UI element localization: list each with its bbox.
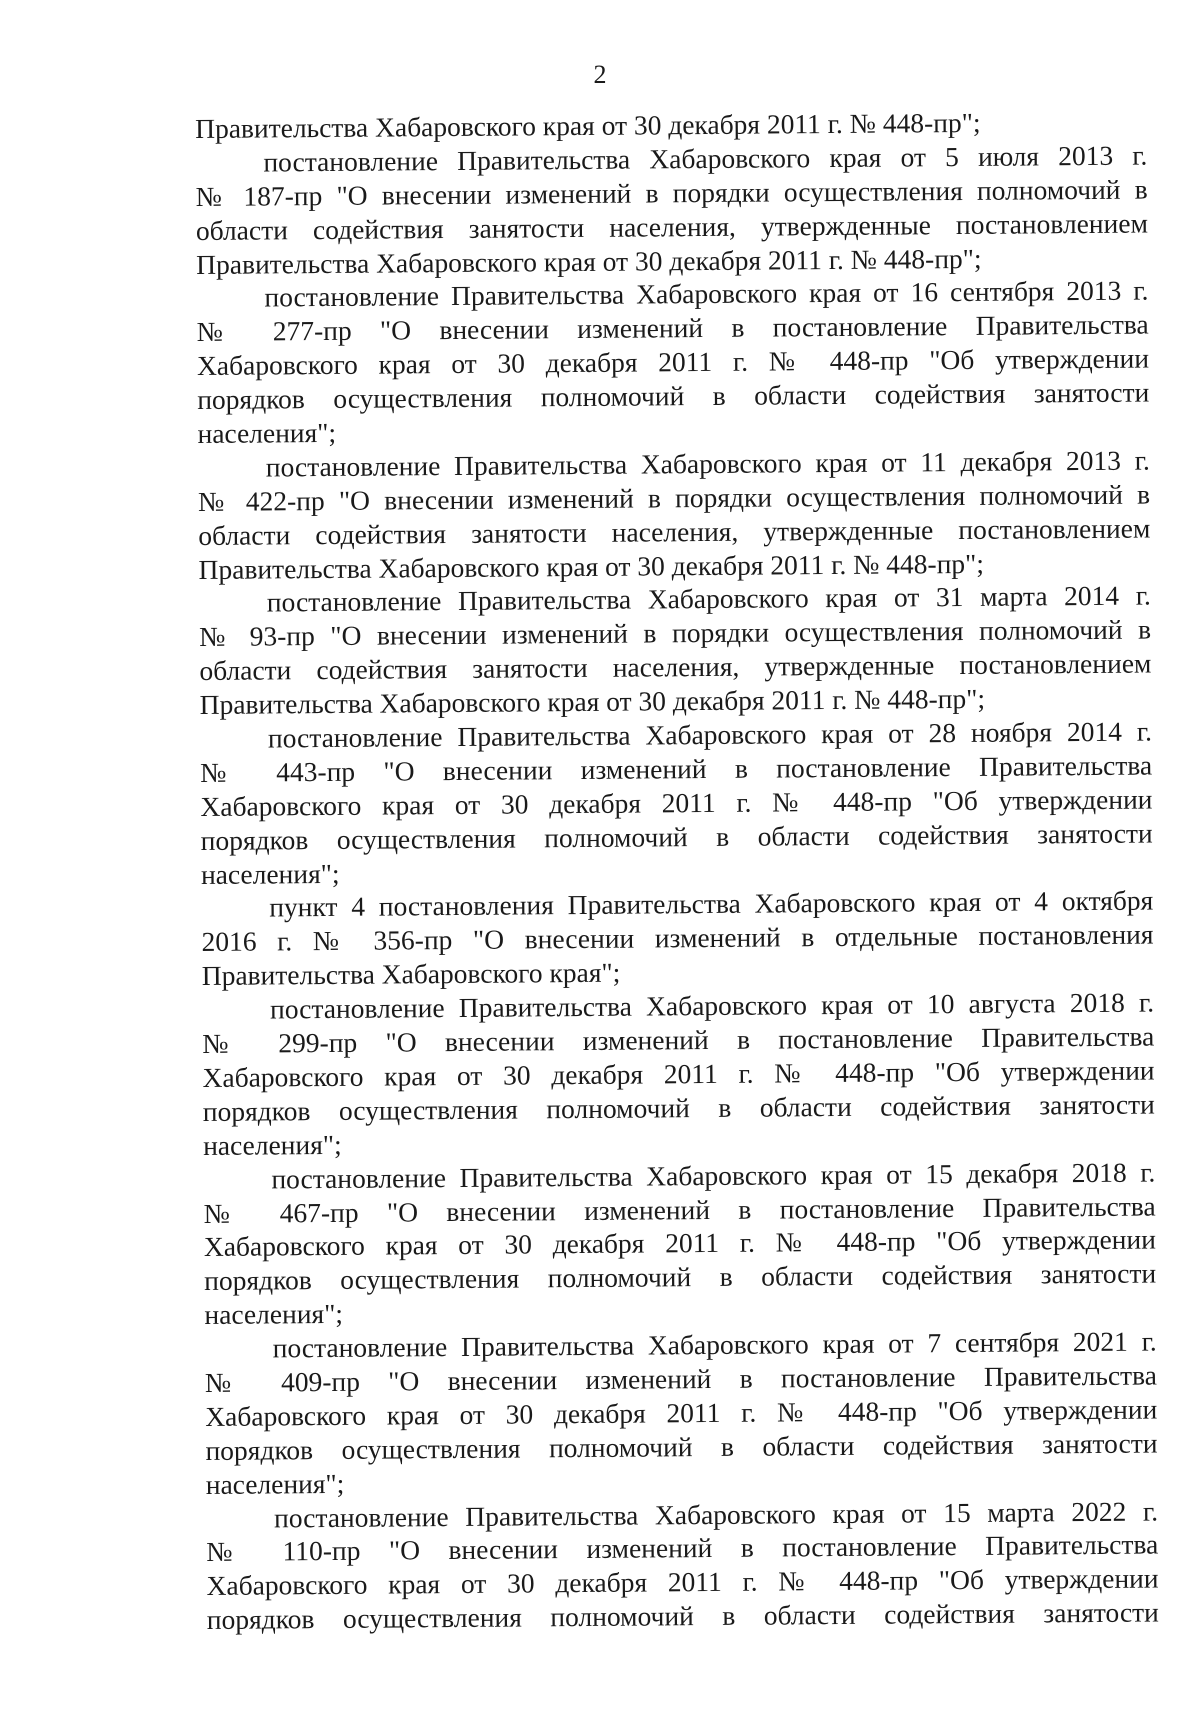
text-line: № 110-пр "О внесении изменений в постановление Правительства xyxy=(206,1528,1159,1568)
text-line: постановление Правительства Хабаровского края от 16 сентября 2013 г. xyxy=(264,274,1149,313)
text-line: порядков осуществления полномочий в области содействия занятости xyxy=(200,817,1153,856)
text-line: № 467-пр "О внесении изменений в постановление Правительства xyxy=(203,1189,1156,1229)
text-line: пункт 4 постановления Правительства Хабаровского края от 4 октября xyxy=(269,884,1154,923)
text-line: порядков осуществления полномочий в области содействия занятости xyxy=(205,1427,1158,1466)
text-line: № 93-пр "О внесении изменений в порядки осуществления полномочий в xyxy=(199,613,1152,653)
text-line: постановление Правительства Хабаровского края от 31 марта 2014 г. xyxy=(266,579,1151,618)
text-line: постановление Правительства Хабаровского края от 10 августа 2018 г. xyxy=(269,986,1155,1025)
text-line: населения"; xyxy=(205,1467,345,1500)
text-line: Хабаровского края от 30 декабря 2011 г. № 448-пр "Об утверждении xyxy=(205,1393,1158,1432)
text-line: порядков осуществления полномочий в области содействия занятости xyxy=(204,1257,1157,1297)
text-line: постановление Правительства Хабаровского края от 15 марта 2022 г. xyxy=(273,1494,1159,1533)
text-line: Хабаровского края от 30 декабря 2011 г. № 448-пр "Об утверждении xyxy=(206,1562,1159,1602)
text-line: Правительства Хабаровского края"; xyxy=(201,956,621,992)
text-line: порядков осуществления полномочий в области содействия занятости xyxy=(206,1596,1159,1636)
text-line: постановление Правительства Хабаровского края от 5 июля 2013 г. xyxy=(263,139,1148,178)
text-line: № 277-пр "О внесении изменений в постановление Правительства xyxy=(196,308,1149,348)
text-line: области содействия занятости населения, утвержденные постановлением xyxy=(198,512,1151,551)
text-line: Хабаровского края от 30 декабря 2011 г. № 448-пр "Об утверждении xyxy=(203,1223,1157,1263)
text-line: области содействия занятости населения, утвержденные постановлением xyxy=(199,647,1152,687)
text-line: Правительства Хабаровского края от 30 декабря 2011 г. № 448-пр"; xyxy=(198,547,985,585)
text-line: постановление Правительства Хабаровского края от 28 ноября 2014 г. xyxy=(267,715,1153,754)
page-number: 2 xyxy=(593,60,607,89)
text-line: постановление Правительства Хабаровского края от 11 декабря 2013 г. xyxy=(265,444,1150,483)
text-line: Хабаровского края от 30 декабря 2011 г. № 448-пр "Об утверждении xyxy=(200,783,1153,822)
text-line: № 299-пр "О внесении изменений в постановление Правительства xyxy=(202,1020,1155,1060)
text-line: № 409-пр "О внесении изменений в постановление Правительства xyxy=(204,1359,1158,1398)
text-line: постановление Правительства Хабаровского края от 15 декабря 2018 г. xyxy=(271,1156,1156,1195)
text-line: населения"; xyxy=(200,857,340,890)
text-line: населения"; xyxy=(197,416,337,450)
text-line: Правительства Хабаровского края от 30 декабря 2011 г. № 448-пр"; xyxy=(196,242,982,280)
text-line: Хабаровского края от 30 декабря 2011 г. № 448-пр "Об утверждении xyxy=(196,342,1150,382)
text-line: № 443-пр "О внесении изменений в постановление Правительства xyxy=(200,749,1153,788)
text-line: № 187-пр "О внесении изменений в порядки осуществления полномочий в xyxy=(195,173,1148,212)
text-line: постановление Правительства Хабаровского края от 7 сентября 2021 г. xyxy=(272,1325,1157,1364)
text-line: Правительства Хабаровского края от 30 декабря 2011 г. № 448-пр"; xyxy=(199,682,986,721)
text-line: 2016 г. № 356-пр "О внесении изменений в отдельные постановления xyxy=(201,918,1154,958)
text-line: № 422-пр "О внесении изменений в порядки осуществления полномочий в xyxy=(197,478,1151,517)
document-body xyxy=(195,105,1159,1638)
text-line: населения"; xyxy=(204,1298,344,1331)
text-line: населения"; xyxy=(202,1128,342,1161)
text-line: Хабаровского края от 30 декабря 2011 г. № 448-пр "Об утверждении xyxy=(202,1054,1155,1093)
text-line: области содействия занятости населения, утвержденные постановлением xyxy=(195,207,1149,246)
text-line: порядков осуществления полномочий в области содействия занятости xyxy=(197,376,1150,416)
text-line: порядков осуществления полномочий в области содействия занятости xyxy=(202,1088,1155,1127)
text-line: Правительства Хабаровского края от 30 декабря 2011 г. № 448-пр"; xyxy=(195,106,981,144)
